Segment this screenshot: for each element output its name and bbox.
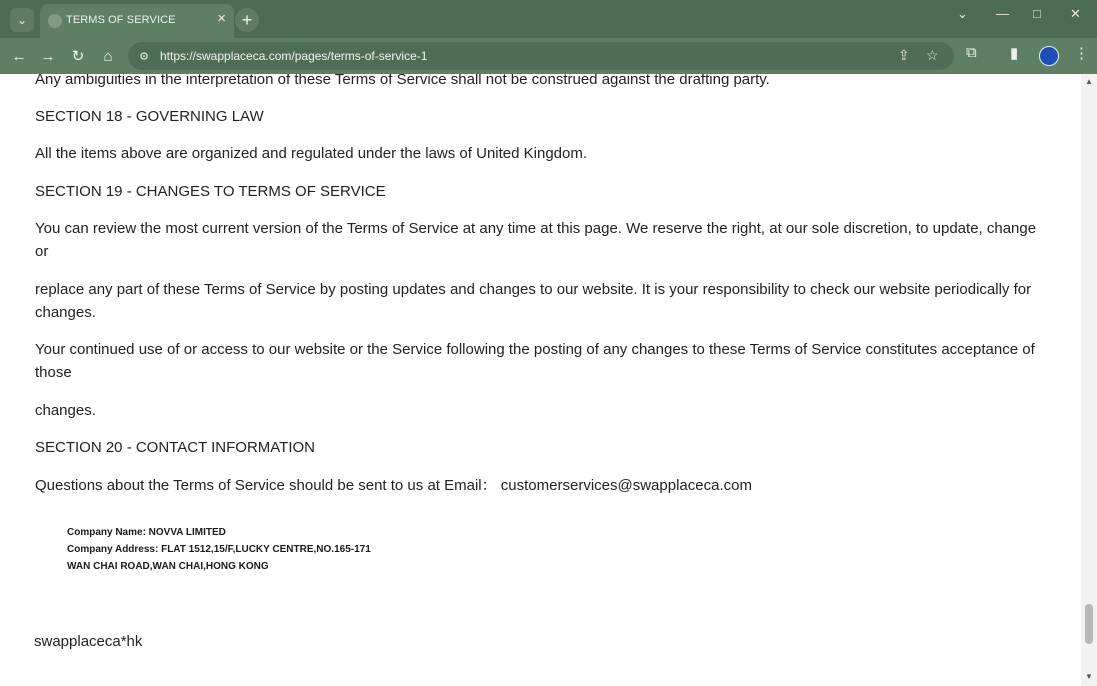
maximize-icon[interactable]: □ [1033, 6, 1041, 21]
profile-icon[interactable] [1039, 46, 1059, 66]
scrollbar[interactable] [1081, 74, 1097, 686]
share-icon[interactable]: ⇪ [898, 47, 910, 63]
address-bar[interactable] [128, 42, 954, 70]
sidepanel-icon[interactable]: ▮ [1010, 45, 1019, 62]
company-address-line1: Company Address: FLAT 1512,15/F,LUCKY CENTRE,NO.165-171 [67, 544, 371, 555]
tab-terms[interactable] [40, 4, 234, 38]
paragraph-review-line1: You can review the most current version of the Terms of Service at any time at this page. We reserve the right, at our sole discretion, to update, change [35, 220, 1037, 237]
close-icon[interactable]: × [217, 10, 226, 27]
company-name: Company Name: NOVVA LIMITED [67, 527, 226, 538]
back-icon[interactable]: ← [11, 47, 27, 65]
footer-mark: swapplaceca*hk [34, 633, 143, 650]
tab-title: TERMS OF SERVICE [66, 14, 176, 26]
close-window-icon[interactable]: ✕ [1070, 6, 1081, 21]
page-content [0, 74, 1081, 686]
star-icon[interactable]: ☆ [926, 47, 939, 63]
reload-icon[interactable]: ↻ [71, 48, 85, 65]
paragraph-ambiguities: Any ambiguities in the interpretation of these Terms of Service shall not be construed against the drafting party. [35, 74, 770, 88]
tab-search-icon[interactable]: ⌄ [10, 8, 34, 32]
scroll-up-icon[interactable]: ▲ [1085, 77, 1093, 86]
tab-bar [0, 0, 1097, 38]
chevron-down-icon[interactable]: ⌄ [957, 6, 968, 21]
forward-icon[interactable]: → [40, 47, 56, 65]
section-19-heading: SECTION 19 - CHANGES TO TERMS OF SERVICE [35, 183, 386, 200]
plus-icon[interactable]: + [235, 8, 259, 32]
extensions-icon[interactable]: ⧉ [966, 44, 977, 61]
paragraph-governing-law: All the items above are organized and regulated under the laws of United Kingdom. [35, 145, 588, 162]
paragraph-review-line2: or [35, 243, 49, 260]
minimize-icon[interactable]: — [996, 6, 1009, 21]
paragraph-continued-line2: those [35, 364, 72, 381]
paragraph-continued-line1: Your continued use of or access to our website or the Service following the posting of any changes to these Terms of Service constitutes acceptance of [35, 341, 1035, 358]
paragraph-changes: changes. [35, 402, 96, 419]
home-icon[interactable]: ⌂ [103, 47, 113, 65]
section-18-heading: SECTION 18 - GOVERNING LAW [35, 108, 264, 125]
paragraph-replace-line2: changes. [35, 304, 96, 321]
scroll-thumb[interactable] [1085, 604, 1093, 644]
company-address-block [67, 524, 371, 575]
browser-toolbar [0, 38, 1097, 74]
url-text[interactable]: https://swapplaceca.com/pages/terms-of-service-1 [160, 49, 428, 63]
company-address-line2: WAN CHAI ROAD,WAN CHAI,HONG KONG [67, 561, 269, 572]
scroll-down-icon[interactable]: ▼ [1085, 672, 1093, 681]
site-info-icon[interactable]: ⚙ [139, 50, 149, 63]
paragraph-contact: Questions about the Terms of Service should be sent to us at Email： customerservices@swapplaceca.com [35, 477, 752, 494]
menu-icon[interactable]: ⋮ [1074, 45, 1089, 62]
paragraph-replace-line1: replace any part of these Terms of Service by posting updates and changes to our website. It is your responsibility to check our website periodically for [35, 281, 1032, 298]
favicon [48, 14, 62, 28]
section-20-heading: SECTION 20 - CONTACT INFORMATION [35, 439, 316, 456]
